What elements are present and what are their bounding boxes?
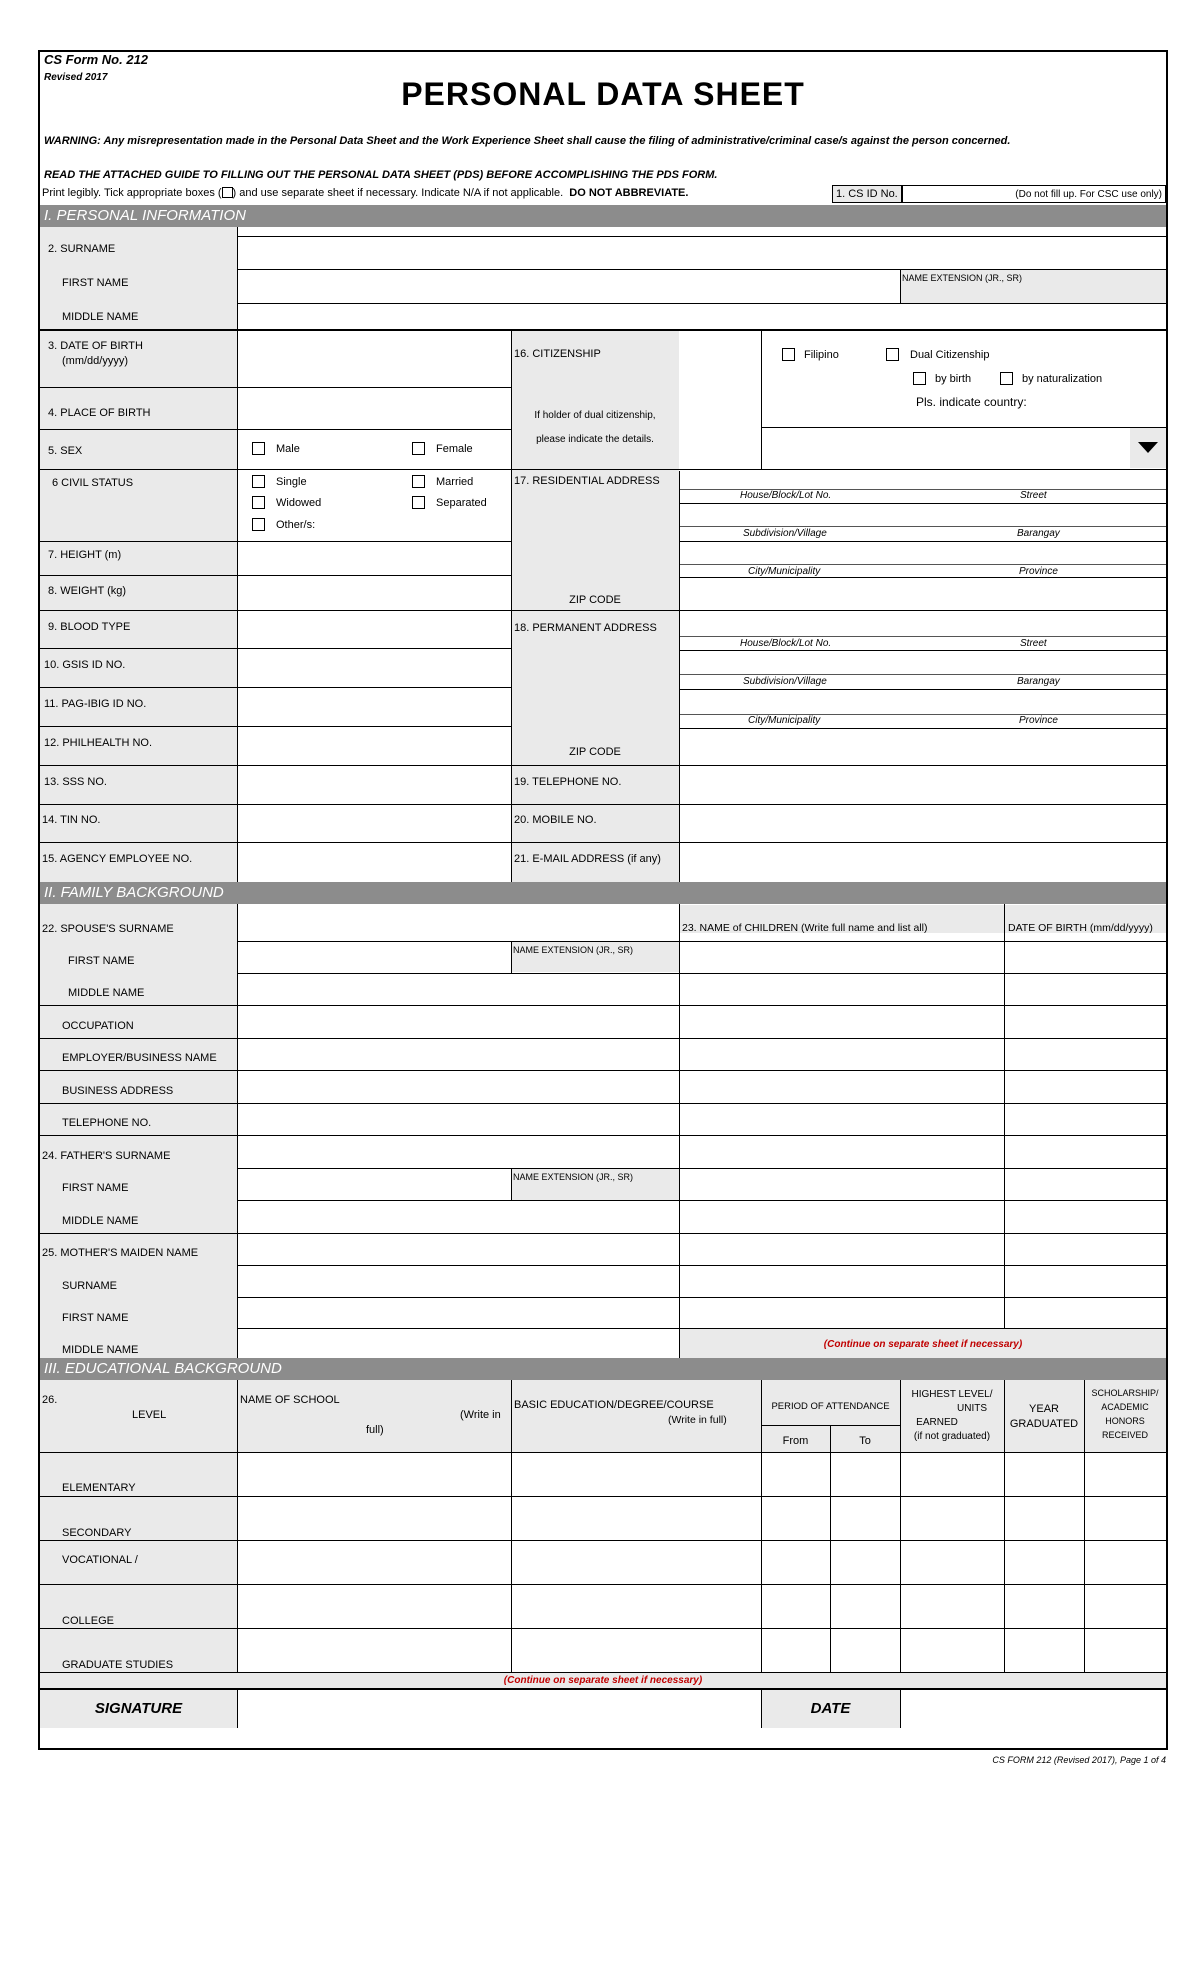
form-number: CS Form No. 212: [44, 52, 149, 67]
spouse-name-extension-label: NAME EXTENSION (JR., SR): [513, 945, 634, 955]
dob-num: 3.: [48, 340, 58, 352]
business-address-label: BUSINESS ADDRESS: [62, 1085, 174, 1097]
permanent-subdivision-input[interactable]: [680, 651, 1166, 672]
telephone-label: 19. TELEPHONE NO.: [514, 776, 622, 788]
single-checkbox[interactable]: [252, 475, 265, 488]
perm-zip-label: ZIP CODE: [569, 746, 621, 758]
children-header-label: 23. NAME of CHILDREN (Write full name and list all): [682, 922, 928, 934]
spouse-surname-input[interactable]: [238, 905, 678, 940]
permanent-address-label: 18. PERMANENT ADDRESS: [514, 622, 657, 634]
edu-secondary-row[interactable]: [238, 1498, 1166, 1539]
mobile-input[interactable]: [680, 806, 1166, 841]
edu-highest-label: [900, 1388, 1004, 1444]
edu-course-label: BASIC EDUCATION/DEGREE/COURSE: [514, 1399, 714, 1411]
sss-input[interactable]: [238, 767, 510, 801]
children-name-inputs[interactable]: [680, 935, 1003, 1327]
edu-num-label: 26.: [42, 1394, 58, 1406]
date-label: DATE: [810, 1700, 851, 1717]
gsis-input[interactable]: [238, 650, 510, 684]
print-instruction-a: Print legibly. Tick appropriate boxes (: [42, 187, 222, 199]
father-middle-name-label: MIDDLE NAME: [62, 1215, 139, 1227]
dob-label: [48, 340, 143, 353]
children-dob-header-label: DATE OF BIRTH (mm/dd/yyyy): [1008, 922, 1153, 934]
edu-school-full: full): [366, 1424, 384, 1436]
father-surname-input[interactable]: [238, 1137, 678, 1167]
male-checkbox[interactable]: [252, 442, 265, 455]
height-label: 7. HEIGHT (m): [48, 549, 122, 561]
residential-city-input[interactable]: [680, 542, 1166, 562]
edu-elementary-label: ELEMENTARY: [62, 1482, 136, 1494]
perm-barangay-caption: Barangay: [1017, 676, 1060, 687]
filipino-label: Filipino: [804, 349, 839, 361]
edu-schol-line2: ACADEMIC: [1101, 1402, 1149, 1412]
father-name-extension-label: NAME EXTENSION (JR., SR): [513, 1172, 634, 1182]
blood-type-input[interactable]: [238, 612, 510, 646]
chevron-down-icon: [1138, 442, 1158, 453]
dual-citizenship-label: Dual Citizenship: [910, 349, 990, 361]
surname-label: [48, 243, 115, 256]
occupation-input[interactable]: [238, 1007, 678, 1037]
indicate-country-label: Pls. indicate country:: [916, 395, 1027, 409]
spouse-first-name-input[interactable]: [238, 943, 510, 972]
by-naturalization-label: by naturalization: [1022, 373, 1103, 385]
page-title: PERSONAL DATA SHEET: [401, 76, 805, 112]
occupation-label: OCCUPATION: [62, 1020, 134, 1032]
edu-highest-line1: HIGHEST LEVEL/: [911, 1389, 993, 1400]
spouse-telephone-input[interactable]: [238, 1105, 678, 1134]
employer-label: EMPLOYER/BUSINESS NAME: [62, 1052, 217, 1064]
section-family-background: II. FAMILY BACKGROUND: [40, 882, 1166, 904]
pagibig-input[interactable]: [238, 689, 510, 723]
mother-surname-input[interactable]: [238, 1267, 678, 1296]
perm-province-caption: Province: [1019, 715, 1058, 726]
email-label: 21. E-MAIL ADDRESS (if any): [514, 853, 661, 865]
res-barangay-caption: Barangay: [1017, 528, 1060, 539]
edu-course-write-in: (Write in full): [668, 1414, 727, 1426]
email-input[interactable]: [680, 844, 1166, 880]
agency-employee-label: 15. AGENCY EMPLOYEE NO.: [42, 853, 193, 865]
signature-label: SIGNATURE: [94, 1700, 183, 1717]
dob-input[interactable]: [238, 332, 510, 385]
dob-text: DATE OF BIRTH: [60, 340, 143, 352]
print-instruction-b: ) and use separate sheet if necessary. Indicate N/A if not applicable.: [232, 187, 564, 199]
pob-label: 4. PLACE OF BIRTH: [48, 407, 151, 419]
sss-label: 13. SSS NO.: [44, 776, 107, 788]
father-first-name-input[interactable]: [238, 1170, 510, 1199]
first-name-input[interactable]: [238, 270, 900, 296]
family-continue-note: (Continue on separate sheet if necessary): [823, 1339, 1023, 1350]
edu-from-label: From: [782, 1435, 809, 1447]
dual-note-line1: If holder of dual citizenship,: [534, 410, 656, 421]
surname-num: 2.: [48, 243, 58, 255]
by-naturalization-checkbox[interactable]: [1000, 372, 1013, 385]
dob-format: (mm/dd/yyyy): [62, 355, 128, 367]
spouse-middle-name-label: MIDDLE NAME: [68, 987, 145, 999]
mother-maiden-input[interactable]: [238, 1235, 678, 1264]
edu-school-write-in: (Write in: [460, 1409, 501, 1421]
cs-id-field[interactable]: (Do not fill up. For CSC use only): [902, 185, 1166, 203]
mother-middle-name-label: MIDDLE NAME: [62, 1344, 139, 1356]
philhealth-input[interactable]: [238, 728, 510, 762]
first-name-label: FIRST NAME: [62, 277, 129, 289]
blood-type-label: 9. BLOOD TYPE: [48, 621, 131, 633]
others-checkbox[interactable]: [252, 518, 265, 531]
pob-input[interactable]: [238, 389, 510, 427]
gsis-label: 10. GSIS ID NO.: [44, 659, 126, 671]
mother-first-name-label: FIRST NAME: [62, 1312, 129, 1324]
edu-to-label: To: [859, 1435, 871, 1447]
form-revised: Revised 2017: [44, 72, 108, 83]
tick-box-sample: [222, 187, 233, 198]
pds-form: [38, 50, 1168, 1750]
edu-highest-line2: UNITS: [957, 1403, 987, 1414]
residential-subdivision-input[interactable]: [680, 504, 1166, 524]
res-province-caption: Province: [1019, 566, 1058, 577]
dual-note-line2: please indicate the details.: [536, 434, 654, 445]
weight-input[interactable]: [238, 577, 510, 607]
married-label: Married: [436, 476, 474, 488]
dual-citizenship-checkbox[interactable]: [886, 348, 899, 361]
employer-input[interactable]: [238, 1040, 678, 1069]
cs-id-label: 1. CS ID No.: [832, 185, 902, 203]
no-abbreviate: DO NOT ABBREVIATE.: [569, 187, 689, 199]
edu-graduate-row[interactable]: [238, 1630, 1166, 1671]
by-birth-label: by birth: [935, 373, 972, 385]
married-checkbox[interactable]: [412, 475, 425, 488]
spouse-middle-name-input[interactable]: [238, 975, 678, 1004]
spouse-first-name-label: FIRST NAME: [68, 955, 135, 967]
children-dob-inputs[interactable]: [1005, 935, 1166, 1327]
edu-vocational-row[interactable]: [238, 1542, 1166, 1583]
edu-elementary-row[interactable]: [238, 1454, 1166, 1495]
edu-secondary-label: SECONDARY: [62, 1527, 132, 1539]
weight-label: 8. WEIGHT (kg): [48, 585, 127, 597]
section-educational-background: III. EDUCATIONAL BACKGROUND: [40, 1358, 1166, 1380]
mother-first-name-input[interactable]: [238, 1299, 678, 1327]
print-instruction: [42, 187, 688, 200]
edu-level-label: LEVEL: [132, 1409, 167, 1421]
section-personal-information: I. PERSONAL INFORMATION: [40, 205, 1166, 227]
pagibig-label: 11. PAG-IBIG ID NO.: [44, 698, 147, 710]
father-surname-label: 24. FATHER'S SURNAME: [42, 1150, 171, 1162]
tin-label: 14. TIN NO.: [42, 814, 101, 826]
edu-year-line2: GRADUATED: [1009, 1418, 1079, 1430]
widowed-label: Widowed: [276, 497, 322, 509]
spouse-surname-label: 22. SPOUSE'S SURNAME: [42, 923, 174, 935]
perm-subdivision-caption: Subdivision/Village: [743, 676, 827, 687]
edu-schol-line3: HONORS: [1105, 1416, 1145, 1426]
sex-label: 5. SEX: [48, 445, 83, 457]
business-address-input[interactable]: [238, 1072, 678, 1102]
edu-year-line1: YEAR: [1029, 1403, 1059, 1415]
height-input[interactable]: [238, 543, 510, 573]
father-first-name-label: FIRST NAME: [62, 1182, 129, 1194]
civil-status-label: 6 CIVIL STATUS: [52, 477, 134, 489]
name-extension-label: NAME EXTENSION (JR., SR): [902, 273, 1023, 283]
by-birth-checkbox[interactable]: [913, 372, 926, 385]
residential-zip-input[interactable]: [680, 578, 1166, 609]
mother-surname-label: SURNAME: [62, 1280, 118, 1292]
female-label: Female: [436, 443, 473, 455]
perm-street-caption: Street: [1020, 638, 1047, 649]
edu-highest-line3: EARNED: [916, 1417, 958, 1428]
perm-house-caption: House/Block/Lot No.: [740, 638, 832, 649]
father-middle-name-input[interactable]: [238, 1202, 678, 1232]
surname-input[interactable]: [238, 237, 1166, 263]
signature-field[interactable]: [238, 1690, 760, 1728]
mobile-label: 20. MOBILE NO.: [514, 814, 597, 826]
date-field[interactable]: [901, 1690, 1166, 1728]
edu-year-label: [1004, 1402, 1084, 1432]
residential-house-input[interactable]: [680, 472, 1166, 488]
single-label: Single: [276, 476, 307, 488]
surname-text: SURNAME: [60, 243, 116, 255]
widowed-checkbox[interactable]: [252, 496, 265, 509]
middle-name-input[interactable]: [238, 304, 1166, 328]
res-subdivision-caption: Subdivision/Village: [743, 528, 827, 539]
edu-highest-line4: (if not graduated): [913, 1431, 991, 1442]
res-zip-label: ZIP CODE: [569, 594, 621, 606]
edu-vocational-label: VOCATIONAL /: [62, 1554, 138, 1566]
separated-label: Separated: [436, 497, 487, 509]
permanent-zip-input[interactable]: [680, 729, 1166, 764]
others-label: Other/s:: [276, 519, 316, 531]
permanent-city-input[interactable]: [680, 690, 1166, 712]
edu-college-row[interactable]: [238, 1586, 1166, 1627]
education-continue-note: (Continue on separate sheet if necessary): [503, 1675, 703, 1686]
edu-period-label: PERIOD OF ATTENDANCE: [771, 1401, 890, 1412]
male-label: Male: [276, 443, 300, 455]
mother-maiden-label: 25. MOTHER'S MAIDEN NAME: [42, 1247, 199, 1259]
edu-graduate-label: GRADUATE STUDIES: [62, 1659, 174, 1671]
res-city-caption: City/Municipality: [748, 566, 821, 577]
residential-address-label: 17. RESIDENTIAL ADDRESS: [514, 475, 660, 487]
edu-school-label: NAME OF SCHOOL: [240, 1394, 340, 1406]
tin-input[interactable]: [238, 806, 510, 840]
perm-city-caption: City/Municipality: [748, 715, 821, 726]
res-street-caption: Street: [1020, 490, 1047, 501]
citizenship-label: 16. CITIZENSHIP: [514, 348, 601, 360]
edu-schol-line1: SCHOLARSHIP/: [1091, 1388, 1159, 1398]
page-reference: CS FORM 212 (Revised 2017), Page 1 of 4: [992, 1755, 1166, 1765]
telephone-input[interactable]: [680, 767, 1166, 803]
female-checkbox[interactable]: [412, 442, 425, 455]
mother-middle-name-input[interactable]: [238, 1330, 678, 1358]
filipino-checkbox[interactable]: [782, 348, 795, 361]
philhealth-label: 12. PHILHEALTH NO.: [44, 737, 152, 749]
warning-text: WARNING: Any misrepresentation made in the Personal Data Sheet and the Work Experience Sheet shall cause the filing of administrative/criminal case/s against the person concerned.: [44, 135, 1011, 147]
separated-checkbox[interactable]: [412, 496, 425, 509]
read-guide-text: READ THE ATTACHED GUIDE TO FILLING OUT THE PERSONAL DATA SHEET (PDS) BEFORE ACCOMPLISHING THE PDS FORM.: [44, 169, 718, 181]
agency-employee-input[interactable]: [238, 844, 510, 880]
edu-scholarship-label: [1084, 1386, 1166, 1442]
res-house-caption: House/Block/Lot No.: [740, 490, 832, 501]
middle-name-label: MIDDLE NAME: [62, 311, 139, 323]
spouse-telephone-label: TELEPHONE NO.: [62, 1117, 152, 1129]
permanent-house-input[interactable]: [680, 612, 1166, 634]
edu-schol-line4: RECEIVED: [1101, 1430, 1148, 1440]
country-dropdown[interactable]: [762, 428, 1166, 468]
edu-college-label: COLLEGE: [62, 1615, 114, 1627]
